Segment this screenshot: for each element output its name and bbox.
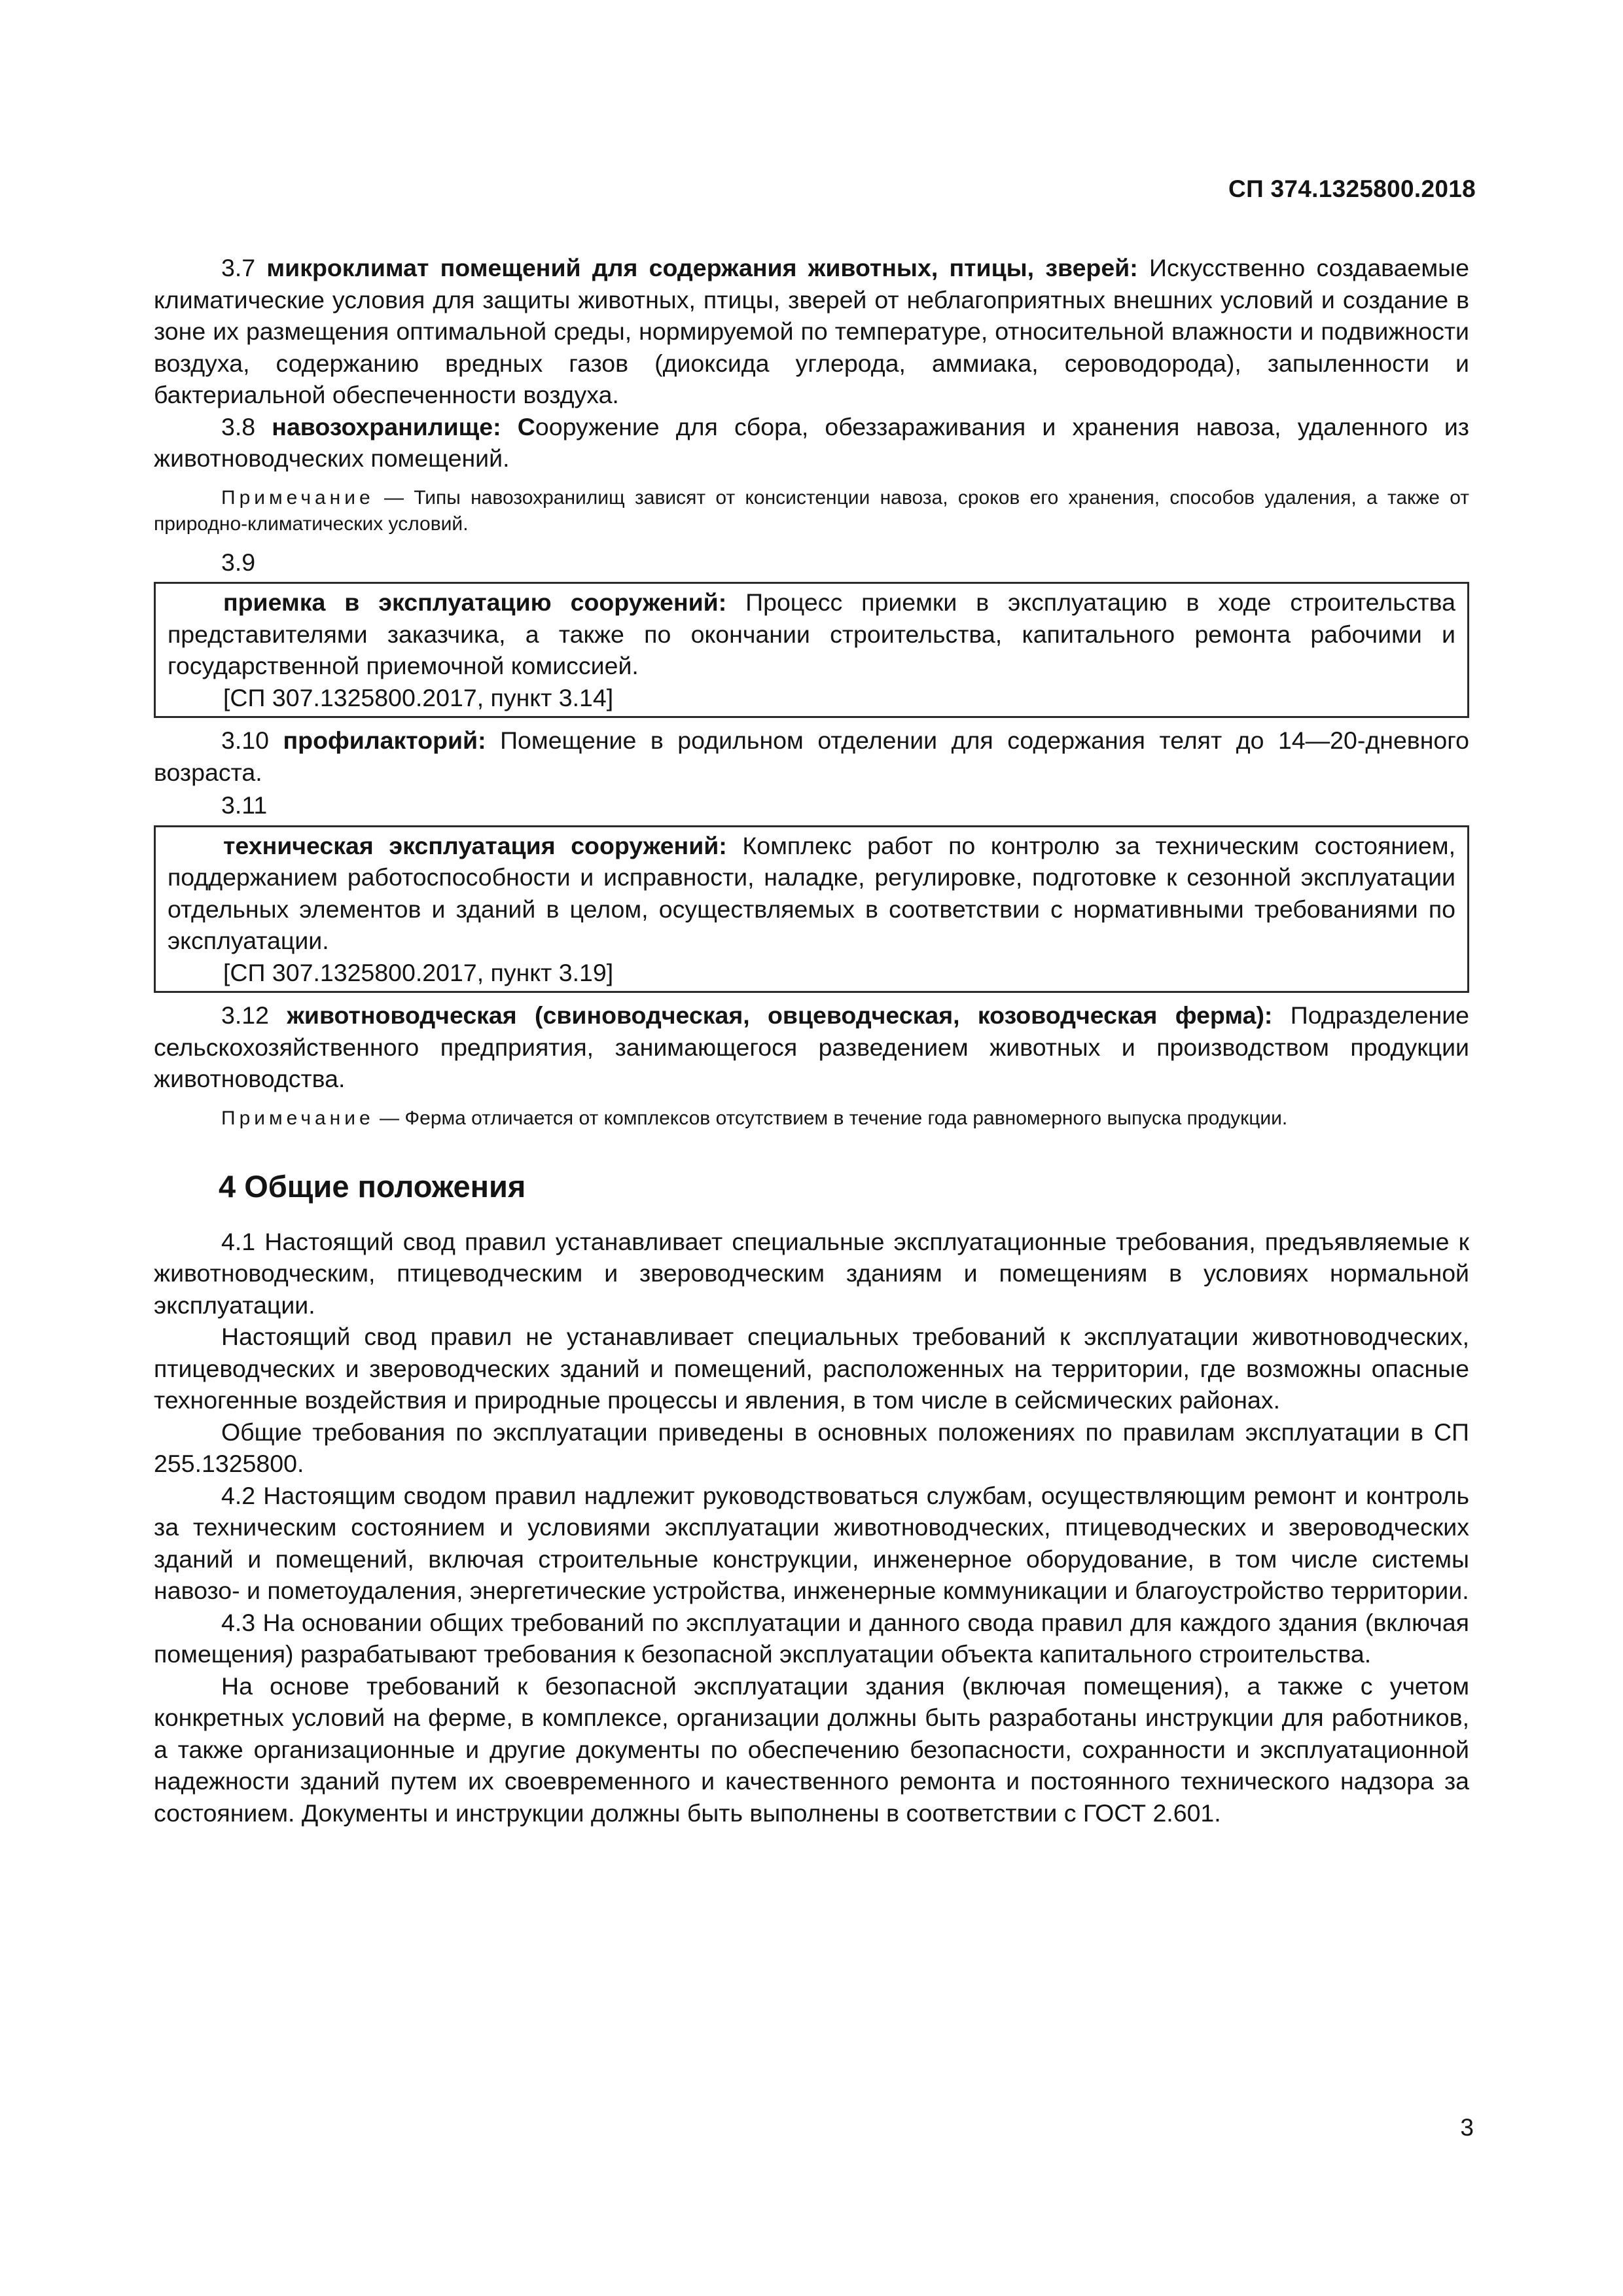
definition-term: профилакторий: [283, 726, 486, 754]
definition-3-8 [154, 411, 1469, 475]
definition-term: микроклимат помещений для содержания животных, птицы, зверей: [266, 254, 1138, 281]
section-paragraph: 4.3 На основании общих требований по эксплуатации и данного свода правил для каждого здания (включая помещения) разрабатывают требования к безопасной эксплуатации объекта капитального строительства. [154, 1608, 1469, 1668]
definition-term: животноводческая (свиноводческая, овцеводческая, козоводческая ферма): [287, 1001, 1273, 1029]
note-text: — Ферма отличается от комплексов отсутствием в течение года равномерного выпуска продукции. [374, 1107, 1288, 1129]
definition-number: 3.7 [221, 254, 267, 281]
definition-reference: [СП 307.1325800.2017, пункт 3.14] [223, 683, 614, 711]
definition-text: ооружение для сбора, обеззараживания и хранения навоза, удаленного из животноводческих помещений. [154, 412, 1469, 472]
boxed-definition-3-11 [154, 825, 1469, 994]
definition-text: Помещение в родильном отделении для содержания телят до 14—20-дневного возраста. [154, 726, 1470, 786]
definition-text: Комплекс работ по контролю за техническим состоянием, поддержанием работоспособности и исправности, наладке, регулировке, подготовке к сезонной эксплуатации отдельных элементов и зданий в целом, осуществляемых в соответствии с нормативными требованиями по эксплуатации. [168, 831, 1455, 954]
document-code: СП 374.1325800.2018 [1228, 175, 1476, 202]
section-paragraph: 4.2 Настоящим сводом правил надлежит руководствоваться службам, осуществляющим ремонт и контроль за техническим состоянием и условиями эксплуатации животноводческих, птицеводческих и звероводческих зданий и помещений, включая строительные конструкции, инженерное оборудование, в том числе системы навозо- и пометоудаления, энергетические устройства, инженерные коммуникации и благоустройство территории. [154, 1481, 1469, 1604]
boxed-definition-3-9 [154, 582, 1469, 718]
note-text: — Типы навозохранилищ зависят от консистенции навоза, сроков его хранения, способов удаления, а также от природно-климатических условий. [154, 486, 1469, 535]
definition-number-3-9: 3.9 [221, 548, 256, 576]
definition-term: навозохранилище: С [272, 412, 535, 440]
note-navozohranilishche [154, 485, 1469, 537]
definition-term: техническая эксплуатация сооружений: [223, 831, 727, 859]
note-label: Примечание [221, 1107, 374, 1129]
page-content [154, 252, 1469, 1829]
definition-text: Искусственно создаваемые климатические условия для защиты животных, птицы, зверей от неблагоприятных внешних условий и создание в зоне их размещения оптимальной среды, нормируемой по температуре, относительной влажности и подвижности воздуха, содержанию вредных газов (диоксида углерода, аммиака, сероводорода), запыленности и бактериальной обеспеченности воздуха. [154, 254, 1469, 408]
definition-term: приемка в эксплуатацию сооружений: [223, 588, 727, 616]
definition-3-12 [154, 999, 1469, 1095]
definition-number: 3.12 [221, 1001, 287, 1029]
page-number: 3 [1460, 2114, 1474, 2141]
section-paragraph: Настоящий свод правил не устанавливает специальных требований к эксплуатации животноводческих, птицеводческих и звероводческих зданий и помещений, расположенных на территории, где возможны опасные техногенные воздействия и природные процессы и явления, в том числе в сейсмических районах. [154, 1323, 1469, 1414]
definition-text: Подразделение сельскохозяйственного предприятия, занимающегося разведением животных и производством продукции животноводства. [154, 1001, 1470, 1092]
definition-number: 3.10 [221, 726, 283, 754]
definition-3-7 [154, 252, 1469, 411]
note-label: Примечание [221, 486, 374, 509]
definition-number: 3.8 [221, 412, 272, 440]
definition-body [168, 586, 1455, 682]
section-paragraph: 4.1 Настоящий свод правил устанавливает специальные эксплуатационные требования, предъявляемые к животноводческим, птицеводческим и звероводческим зданиям и помещениям в условиях нормальной эксплуатации. [154, 1227, 1469, 1319]
note-ferma [154, 1105, 1469, 1132]
definition-number-3-11: 3.11 [221, 791, 268, 819]
section-title: 4 Общие положения [219, 1168, 526, 1204]
definition-reference: [СП 307.1325800.2017, пункт 3.19] [223, 958, 614, 986]
definition-3-10 [154, 725, 1469, 788]
section-paragraph: Общие требования по эксплуатации приведены в основных положениях по правилам эксплуатации в СП 255.1325800. [154, 1418, 1469, 1477]
definition-text: Процесс приемки в эксплуатацию в ходе строительства представителями заказчика, а также по окончании строительства, капитального ремонта рабочими и государственной приемочной комиссией. [168, 588, 1455, 679]
definition-body [168, 830, 1455, 957]
section-paragraph: На основе требований к безопасной эксплуатации здания (включая помещения), а также с учетом конкретных условий на ферме, в комплексе, организации должны быть разработаны инструкции для работников, а также организационные и другие документы по обеспечению безопасности, сохранности и эксплуатационной надежности зданий путем их своевременного и качественного ремонта и постоянного технического надзора за состоянием. Документы и инструкции должны быть выполнены в соответствии с ГОСТ 2.601. [154, 1672, 1469, 1827]
